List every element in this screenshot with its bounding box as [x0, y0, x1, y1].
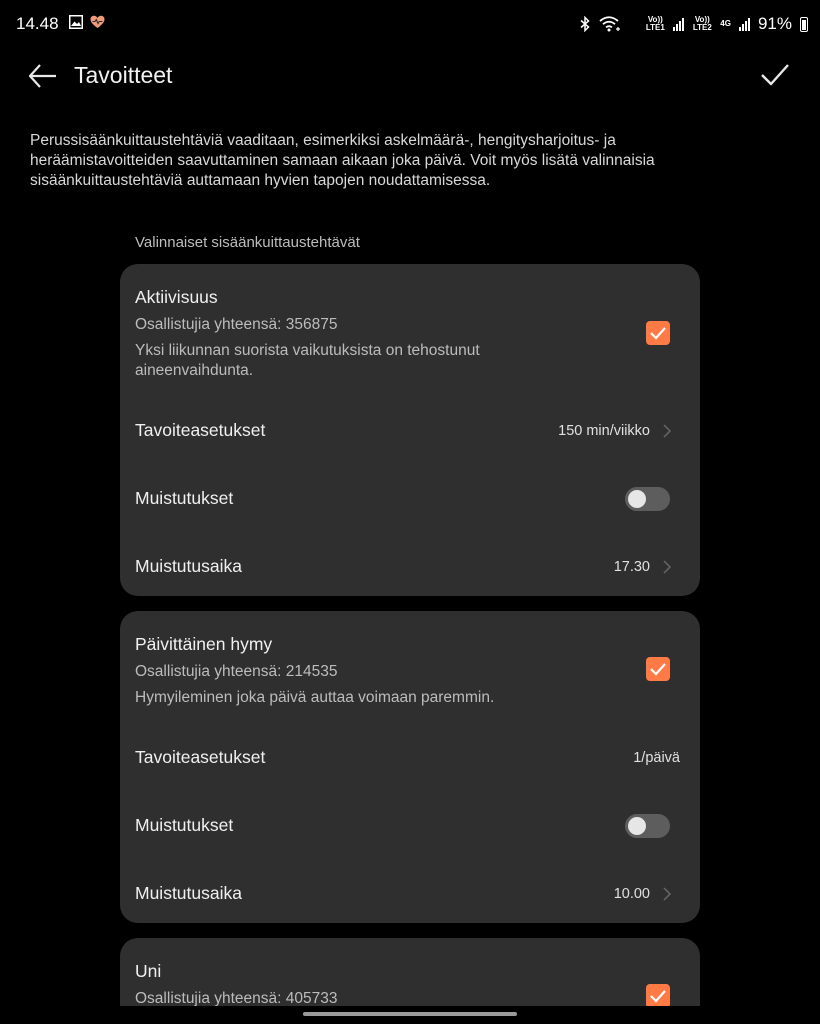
task-description: Hymyileminen joka päivä auttaa voimaan paremmin.	[135, 689, 495, 706]
goal-settings-label[interactable]: Tavoiteasetukset	[135, 747, 266, 767]
task-title: Päivittäinen hymy	[135, 634, 273, 654]
goal-settings-value[interactable]: 1/päivä	[633, 750, 680, 766]
arrow-left-icon[interactable]	[28, 62, 58, 90]
check-icon	[650, 989, 666, 1003]
goal-settings-value[interactable]: 150 min/viikko	[558, 423, 650, 439]
navigation-handle[interactable]	[303, 1012, 517, 1016]
wifi-icon	[599, 15, 621, 33]
status-bar	[0, 0, 820, 48]
task-checkbox[interactable]	[646, 984, 670, 1006]
sim2-label: Vo)) LTE2	[692, 15, 712, 32]
chevron-right-icon[interactable]	[662, 887, 672, 901]
task-card-aktiivisuus	[120, 264, 700, 596]
page-title: Tavoitteet	[74, 62, 173, 88]
signal-sim2-icon	[739, 18, 750, 31]
goal-settings-label[interactable]: Tavoiteasetukset	[135, 420, 266, 440]
check-icon	[650, 326, 666, 340]
task-participants: Osallistujia yhteensä: 356875	[135, 316, 338, 333]
reminders-label: Muistutukset	[135, 815, 234, 835]
reminder-time-value[interactable]: 17.30	[613, 559, 650, 575]
check-icon[interactable]	[760, 62, 790, 88]
intro-text: Perussisäänkuittaustehtäviä vaaditaan, esimerkiksi askelmäärä-, hengitysharjoitus- ja heräämistavoitteiden saavuttaminen samaan aikaan joka päivä. Voit myös lisätä valinnaisia sisäänkuittaustehtäviä auttamaan hyvien tapojen noudattamisessa.	[30, 132, 655, 189]
task-card-paivittainen-hymy	[120, 611, 700, 923]
task-checkbox[interactable]	[646, 657, 670, 681]
check-icon	[650, 662, 666, 676]
task-participants: Osallistujia yhteensä: 405733	[135, 990, 338, 1006]
app-bar	[0, 48, 820, 104]
health-heart-icon	[90, 15, 105, 29]
signal-sim1-icon	[673, 18, 684, 31]
task-description: Yksi liikunnan suorista vaikutuksista on tehostunut aineenvaihdunta.	[135, 342, 480, 379]
status-time: 14.48	[16, 14, 59, 33]
task-card-uni	[120, 938, 700, 1006]
bluetooth-icon	[579, 16, 591, 32]
reminder-time-value[interactable]: 10.00	[613, 886, 650, 902]
reminders-toggle[interactable]	[625, 814, 670, 838]
gallery-icon	[69, 15, 83, 29]
sim1-label: Vo)) LTE1	[645, 15, 665, 32]
section-title: Valinnaiset sisäänkuittaustehtävät	[135, 234, 360, 251]
chevron-right-icon[interactable]	[662, 424, 672, 438]
task-participants: Osallistujia yhteensä: 214535	[135, 663, 338, 680]
reminders-label: Muistutukset	[135, 488, 234, 508]
network-type-label: 4G	[720, 19, 731, 28]
battery-percent: 91%	[757, 14, 792, 33]
task-checkbox[interactable]	[646, 321, 670, 345]
battery-icon	[800, 17, 808, 32]
reminders-toggle[interactable]	[625, 487, 670, 511]
task-title: Aktiivisuus	[135, 287, 218, 307]
reminder-time-label[interactable]: Muistutusaika	[135, 883, 242, 903]
reminder-time-label[interactable]: Muistutusaika	[135, 556, 242, 576]
task-title: Uni	[135, 961, 162, 981]
chevron-right-icon[interactable]	[662, 560, 672, 574]
